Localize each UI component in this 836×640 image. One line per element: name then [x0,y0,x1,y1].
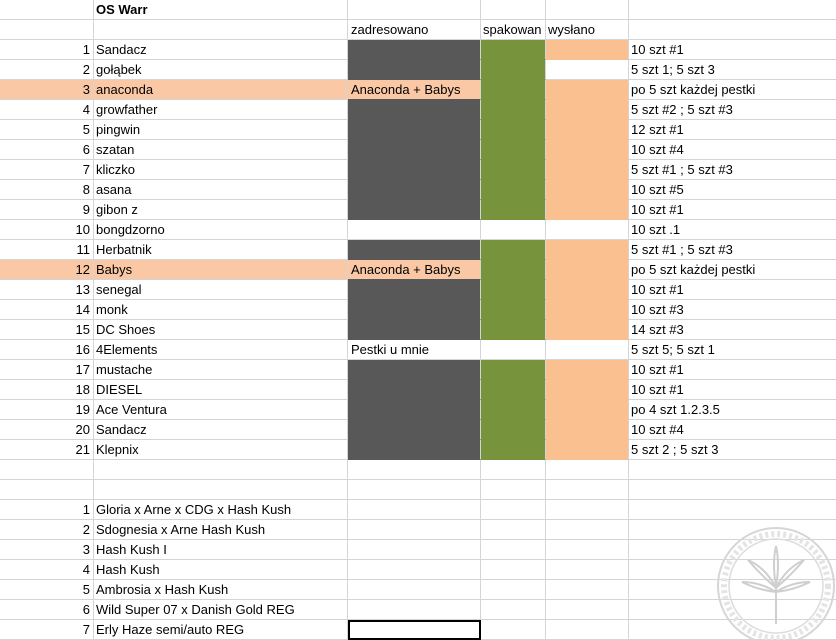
sent-cell[interactable] [546,0,629,20]
addressed-cell[interactable] [348,580,481,600]
row-number-cell[interactable]: 18 [0,380,94,400]
packed-cell[interactable] [481,440,546,460]
packed-cell[interactable] [481,500,546,520]
order-row [0,300,836,320]
row-number-cell[interactable]: 8 [0,180,94,200]
row-number-cell[interactable]: 16 [0,340,94,360]
addressed-cell[interactable] [348,100,481,120]
quantity-cell[interactable]: 10 szt .1 [629,220,836,240]
quantity-cell[interactable]: 10 szt #1 [629,360,836,380]
sent-cell[interactable] [546,380,629,400]
quantity-cell[interactable]: 5 szt 5; 5 szt 1 [629,340,836,360]
addressed-cell[interactable]: Anaconda + Babys [348,80,481,100]
packed-cell[interactable] [481,40,546,60]
quantity-cell[interactable] [629,0,836,20]
row-number-cell[interactable]: 17 [0,360,94,380]
addressed-cell[interactable] [348,480,481,500]
addressed-cell[interactable] [348,200,481,220]
name-cell[interactable]: Ace Ventura [94,400,348,420]
addressed-cell[interactable] [348,420,481,440]
addressed-cell[interactable] [348,320,481,340]
order-row [0,340,836,360]
addressed-cell[interactable] [348,300,481,320]
addressed-cell[interactable] [348,560,481,580]
quantity-cell[interactable] [629,480,836,500]
addressed-cell[interactable] [348,280,481,300]
quantity-cell[interactable]: 10 szt #3 [629,300,836,320]
packed-cell[interactable] [481,220,546,240]
strain-row [0,520,836,540]
addressed-cell[interactable] [348,620,481,640]
quantity-cell[interactable] [629,540,836,560]
row-number-cell[interactable] [0,0,94,20]
quantity-cell[interactable]: 14 szt #3 [629,320,836,340]
row-number-cell[interactable]: 13 [0,280,94,300]
strain-row [0,540,836,560]
order-row [0,100,836,120]
name-cell[interactable]: asana [94,180,348,200]
sent-cell[interactable] [546,440,629,460]
name-cell[interactable]: Hash Kush [94,560,348,580]
table-row [0,20,836,40]
row-number-cell[interactable]: 7 [0,620,94,640]
order-row [0,60,836,80]
row-number-cell[interactable]: 5 [0,120,94,140]
quantity-cell[interactable] [629,580,836,600]
order-row [0,120,836,140]
name-cell[interactable]: Ambrosia x Hash Kush [94,580,348,600]
strain-row [0,580,836,600]
order-row [0,80,836,100]
sent-cell[interactable] [546,620,629,640]
addressed-cell[interactable] [348,520,481,540]
order-row [0,220,836,240]
sent-cell[interactable] [546,180,629,200]
quantity-cell[interactable]: 5 szt 1; 5 szt 3 [629,60,836,80]
order-row [0,400,836,420]
packed-cell[interactable] [481,480,546,500]
quantity-cell[interactable]: 12 szt #1 [629,120,836,140]
quantity-cell[interactable] [629,20,836,40]
sent-cell[interactable] [546,520,629,540]
name-cell[interactable]: DC Shoes [94,320,348,340]
addressed-cell[interactable]: Anaconda + Babys [348,260,481,280]
row-number-cell[interactable]: 11 [0,240,94,260]
addressed-cell[interactable] [348,460,481,480]
quantity-cell[interactable]: 10 szt #1 [629,280,836,300]
quantity-cell[interactable] [629,460,836,480]
name-cell[interactable]: Sandacz [94,420,348,440]
row-number-cell[interactable] [0,460,94,480]
table-row [0,0,836,20]
sent-cell[interactable] [546,300,629,320]
quantity-cell[interactable]: 5 szt 2 ; 5 szt 3 [629,440,836,460]
sent-cell[interactable] [546,580,629,600]
row-number-cell[interactable]: 7 [0,160,94,180]
order-row [0,380,836,400]
quantity-cell[interactable] [629,520,836,540]
name-cell[interactable]: szatan [94,140,348,160]
packed-cell[interactable] [481,180,546,200]
order-row [0,240,836,260]
packed-cell[interactable] [481,340,546,360]
header-packed[interactable]: spakowan [481,20,546,40]
row-number-cell[interactable]: 12 [0,260,94,280]
sent-cell[interactable] [546,220,629,240]
row-number-cell[interactable]: 3 [0,540,94,560]
addressed-cell[interactable] [348,220,481,240]
name-cell[interactable]: mustache [94,360,348,380]
quantity-cell[interactable]: 10 szt #1 [629,380,836,400]
header-addressed[interactable]: zadresowano [348,20,481,40]
strain-row [0,620,836,640]
row-number-cell[interactable]: 1 [0,500,94,520]
packed-cell[interactable] [481,420,546,440]
addressed-cell[interactable] [348,360,481,380]
name-cell[interactable]: gołąbek [94,60,348,80]
addressed-cell[interactable] [348,160,481,180]
sent-cell[interactable] [546,340,629,360]
sent-cell[interactable] [546,600,629,620]
name-cell[interactable]: bongdzorno [94,220,348,240]
row-number-cell[interactable]: 4 [0,100,94,120]
quantity-cell[interactable]: 5 szt #1 ; 5 szt #3 [629,160,836,180]
addressed-cell[interactable] [348,440,481,460]
packed-cell[interactable] [481,320,546,340]
quantity-cell[interactable]: 10 szt #4 [629,140,836,160]
name-cell[interactable]: growfather [94,100,348,120]
sent-cell[interactable] [546,320,629,340]
sent-cell[interactable] [546,460,629,480]
packed-cell[interactable] [481,140,546,160]
packed-cell[interactable] [481,560,546,580]
row-number-cell[interactable]: 10 [0,220,94,240]
order-row [0,280,836,300]
sent-cell[interactable] [546,480,629,500]
row-number-cell[interactable]: 19 [0,400,94,420]
packed-cell[interactable] [481,600,546,620]
packed-cell[interactable] [481,0,546,20]
addressed-cell[interactable] [348,500,481,520]
packed-cell[interactable] [481,100,546,120]
packed-cell[interactable] [481,460,546,480]
row-number-cell[interactable]: 5 [0,580,94,600]
strain-row [0,600,836,620]
name-cell[interactable] [94,20,348,40]
packed-cell[interactable] [481,240,546,260]
addressed-cell[interactable] [348,600,481,620]
sent-cell[interactable] [546,280,629,300]
addressed-cell[interactable] [348,180,481,200]
order-row [0,440,836,460]
name-cell[interactable]: Gloria x Arne x CDG x Hash Kush [94,500,348,520]
sent-cell[interactable] [546,200,629,220]
row-number-cell[interactable]: 2 [0,60,94,80]
sent-cell[interactable] [546,140,629,160]
name-cell[interactable]: Herbatnik [94,240,348,260]
quantity-cell[interactable] [629,560,836,580]
packed-cell[interactable] [481,400,546,420]
order-row [0,180,836,200]
name-cell[interactable]: monk [94,300,348,320]
sent-cell[interactable] [546,160,629,180]
addressed-cell[interactable] [348,0,481,20]
row-number-cell[interactable]: 21 [0,440,94,460]
quantity-cell[interactable]: 10 szt #1 [629,40,836,60]
sent-cell[interactable] [546,260,629,280]
name-cell[interactable]: Hash Kush I [94,540,348,560]
sent-cell[interactable] [546,80,629,100]
name-cell[interactable]: Klepnix [94,440,348,460]
addressed-cell[interactable] [348,400,481,420]
table-row [0,460,836,480]
sent-cell[interactable] [546,360,629,380]
header-sent[interactable]: wysłano [546,20,629,40]
packed-cell[interactable] [481,540,546,560]
order-row [0,360,836,380]
row-number-cell[interactable]: 3 [0,80,94,100]
row-number-cell[interactable]: 6 [0,600,94,620]
packed-cell[interactable] [481,80,546,100]
name-cell[interactable]: Babys [94,260,348,280]
quantity-cell[interactable]: 5 szt #1 ; 5 szt #3 [629,240,836,260]
order-row [0,260,836,280]
quantity-cell[interactable]: 5 szt #2 ; 5 szt #3 [629,100,836,120]
name-cell[interactable]: kliczko [94,160,348,180]
packed-cell[interactable] [481,300,546,320]
addressed-cell[interactable] [348,40,481,60]
sent-cell[interactable] [546,60,629,80]
addressed-cell[interactable] [348,140,481,160]
sent-cell[interactable] [546,240,629,260]
table-row [0,480,836,500]
row-number-cell[interactable]: 15 [0,320,94,340]
packed-cell[interactable] [481,200,546,220]
row-number-cell[interactable]: 4 [0,560,94,580]
order-row [0,160,836,180]
strain-row [0,500,836,520]
name-cell[interactable]: Sdognesia x Arne Hash Kush [94,520,348,540]
name-cell[interactable]: senegal [94,280,348,300]
name-cell[interactable]: Erly Haze semi/auto REG [94,620,348,640]
name-cell[interactable]: gibon z [94,200,348,220]
quantity-cell[interactable]: po 5 szt każdej pestki [629,260,836,280]
sent-cell[interactable] [546,540,629,560]
order-row [0,40,836,60]
order-row [0,200,836,220]
addressed-cell[interactable] [348,60,481,80]
name-cell[interactable]: DIESEL [94,380,348,400]
packed-cell[interactable] [481,280,546,300]
order-row [0,320,836,340]
row-number-cell[interactable]: 6 [0,140,94,160]
name-cell[interactable]: anaconda [94,80,348,100]
sent-cell[interactable] [546,500,629,520]
quantity-cell[interactable] [629,600,836,620]
name-cell[interactable]: pingwin [94,120,348,140]
sent-cell[interactable] [546,120,629,140]
quantity-cell[interactable] [629,620,836,640]
quantity-cell[interactable]: 10 szt #5 [629,180,836,200]
order-row [0,140,836,160]
name-cell[interactable]: Sandacz [94,40,348,60]
row-number-cell[interactable]: 14 [0,300,94,320]
packed-cell[interactable] [481,60,546,80]
packed-cell[interactable] [481,120,546,140]
sent-cell[interactable] [546,400,629,420]
packed-cell[interactable] [481,520,546,540]
quantity-cell[interactable] [629,500,836,520]
packed-cell[interactable] [481,620,546,640]
name-cell[interactable] [94,480,348,500]
sheet-title[interactable]: OS Warr [94,0,348,20]
order-row [0,420,836,440]
sent-cell[interactable] [546,40,629,60]
quantity-cell[interactable]: po 5 szt każdej pestki [629,80,836,100]
name-cell[interactable]: 4Elements [94,340,348,360]
sent-cell[interactable] [546,420,629,440]
row-number-cell[interactable]: 2 [0,520,94,540]
row-number-cell[interactable] [0,20,94,40]
quantity-cell[interactable]: 10 szt #4 [629,420,836,440]
row-number-cell[interactable]: 9 [0,200,94,220]
addressed-cell[interactable] [348,240,481,260]
addressed-cell[interactable] [348,120,481,140]
packed-cell[interactable] [481,260,546,280]
packed-cell[interactable] [481,360,546,380]
row-number-cell[interactable]: 1 [0,40,94,60]
addressed-cell[interactable]: Pestki u mnie [348,340,481,360]
row-number-cell[interactable] [0,480,94,500]
packed-cell[interactable] [481,580,546,600]
sent-cell[interactable] [546,100,629,120]
quantity-cell[interactable]: 10 szt #1 [629,200,836,220]
name-cell[interactable] [94,460,348,480]
addressed-cell[interactable] [348,540,481,560]
sent-cell[interactable] [546,560,629,580]
packed-cell[interactable] [481,380,546,400]
strain-row [0,560,836,580]
quantity-cell[interactable]: po 4 szt 1.2.3.5 [629,400,836,420]
name-cell[interactable]: Wild Super 07 x Danish Gold REG [94,600,348,620]
addressed-cell[interactable] [348,380,481,400]
packed-cell[interactable] [481,160,546,180]
row-number-cell[interactable]: 20 [0,420,94,440]
